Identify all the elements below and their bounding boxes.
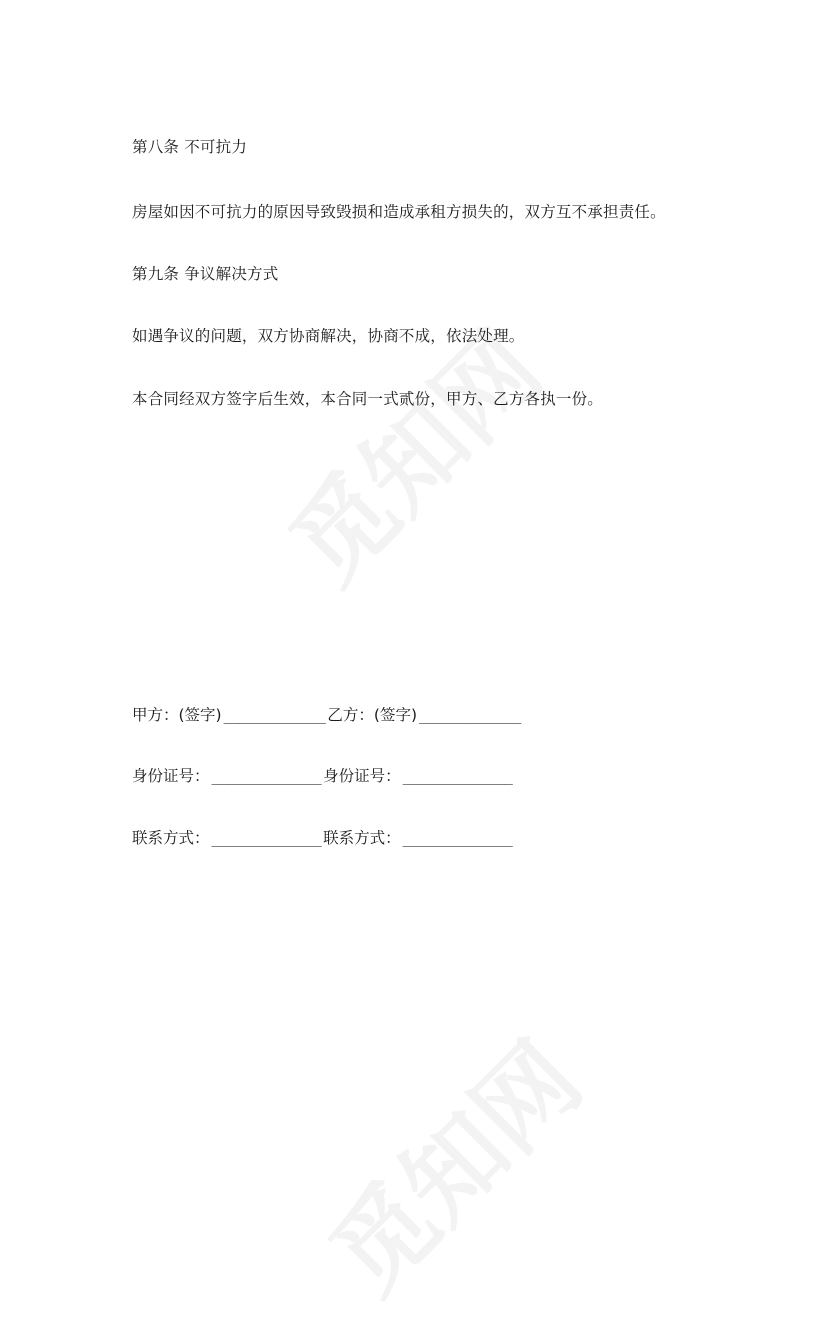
contact-a-label: 联系方式：: [132, 829, 210, 847]
party-b-signature-blank: _____________: [419, 708, 521, 724]
article-9-heading: 第九条 争议解决方式: [132, 265, 279, 283]
article-9-body: 如遇争议的问题，双方协商解决，协商不成，依法处理。: [132, 327, 525, 345]
signature-row-parties: [132, 705, 523, 726]
article-8-heading: 第八条 不可抗力: [132, 138, 248, 156]
signature-row-contact: [132, 828, 514, 849]
party-a-label: 甲方：(签字): [132, 706, 222, 724]
id-a-blank: ______________: [211, 769, 322, 785]
article-8-body: 房屋如因不可抗力的原因导致毁损和造成承租方损失的，双方互不承担责任。: [132, 203, 666, 221]
id-a-label: 身份证号：: [132, 767, 210, 785]
watermark: [293, 1005, 607, 1319]
id-b-label: 身份证号：: [323, 767, 401, 785]
party-b-label: 乙方：(签字): [327, 706, 417, 724]
id-b-blank: ______________: [402, 769, 513, 785]
closing-clause: 本合同经双方签字后生效，本合同一式贰份，甲方、乙方各执一份。: [132, 390, 604, 408]
contact-a-blank: ______________: [211, 831, 322, 847]
contact-b-label: 联系方式：: [323, 829, 401, 847]
party-a-signature-blank: _____________: [223, 708, 326, 724]
contact-b-blank: ______________: [402, 831, 513, 847]
signature-row-id: [132, 766, 514, 787]
